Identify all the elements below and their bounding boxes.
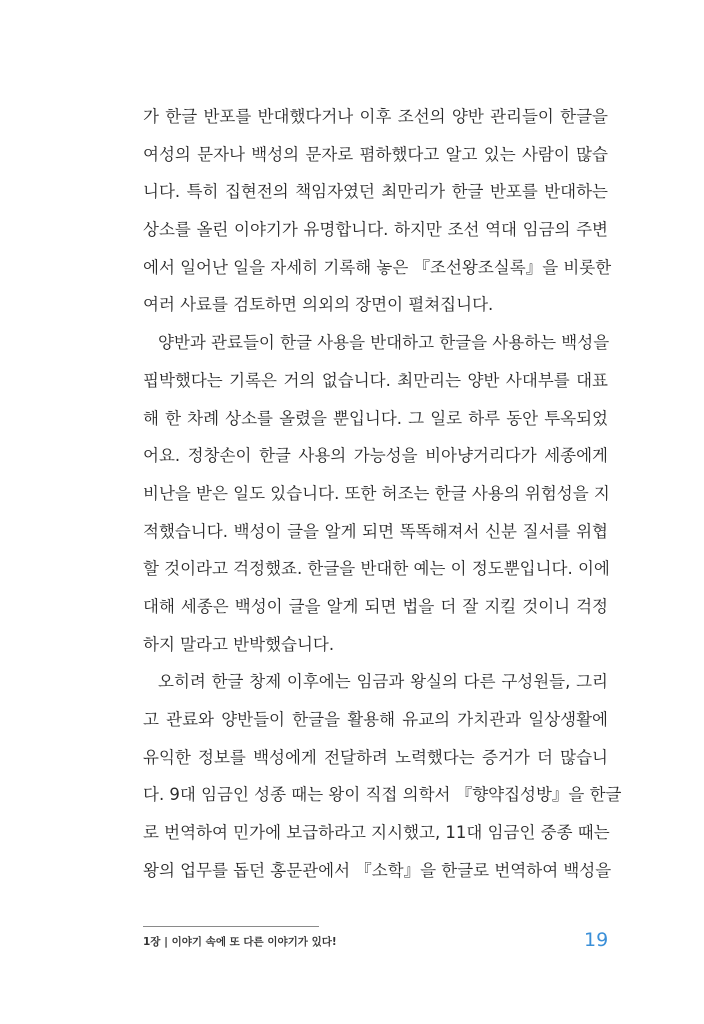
text-line: 여성의 문자나 백성의 문자로 폄하했다고 알고 있는 사람이 많습 [143,144,608,164]
text-line: 하지 말라고 반박했습니다. [143,634,335,654]
text-line: 니다. 특히 집현전의 책임자였던 최만리가 한글 반포를 반대하는 [143,182,608,202]
page-number: 19 [584,929,609,951]
text-line: 유익한 정보를 백성에게 전달하려 노력했다는 증거가 더 많습니 [143,747,608,767]
chapter-title: 1장 | 이야기 속에 또 다른 이야기가 있다! [143,936,337,948]
text-line: 오히려 한글 창제 이후에는 임금과 왕실의 다른 구성원들, 그리 [158,672,608,692]
text-line: 로 번역하여 민가에 보급하라고 지시했고, 11대 임금인 중종 때는 [143,823,610,843]
footer-divider [143,926,319,927]
text-line: 상소를 올린 이야기가 유명합니다. 하지만 조선 역대 임금의 주변 [143,220,608,240]
text-line: 고 관료와 양반들이 한글을 활용해 유교의 가치관과 일상생활에 [143,710,608,729]
text-line: 어요. 정창손이 한글 사용의 가능성을 비아냥거리다가 세종에게 [143,446,608,466]
text-line: 대해 세종은 백성이 글을 알게 되면 법을 더 잘 지킬 것이니 걱정 [143,596,608,616]
text-line: 비난을 받은 일도 있습니다. 또한 허조는 한글 사용의 위험성을 지 [143,483,610,503]
body-text [143,98,622,889]
text-line: 왕의 업무를 돕던 홍문관에서 『소학』을 한글로 번역하여 백성을 [143,860,612,880]
text-line: 핍박했다는 기록은 거의 없습니다. 최만리는 양반 사대부를 대표 [143,370,608,390]
text-line: 에서 일어난 일을 자세히 기록해 놓은 『조선왕조실록』을 비롯한 [143,257,612,277]
text-line: 양반과 관료들이 한글 사용을 반대하고 한글을 사용하는 백성을 [158,333,610,353]
text-line: 해 한 차례 상소를 올렸을 뿐입니다. 그 일로 하루 동안 투옥되었 [143,408,608,428]
text-line: 할 것이라고 걱정했죠. 한글을 반대한 예는 이 정도뿐입니다. 이에 [143,559,610,579]
text-line: 가 한글 반포를 반대했다거나 이후 조선의 양반 관리들이 한글을 [143,107,608,126]
text-line: 다. 9대 임금인 성종 때는 왕이 직접 의학서 『향약집성방』을 한글 [143,785,622,805]
text-line: 적했습니다. 백성이 글을 알게 되면 똑똑해져서 신분 질서를 위협 [143,521,608,541]
text-line: 여러 사료를 검토하면 의외의 장면이 펼쳐집니다. [143,295,494,315]
